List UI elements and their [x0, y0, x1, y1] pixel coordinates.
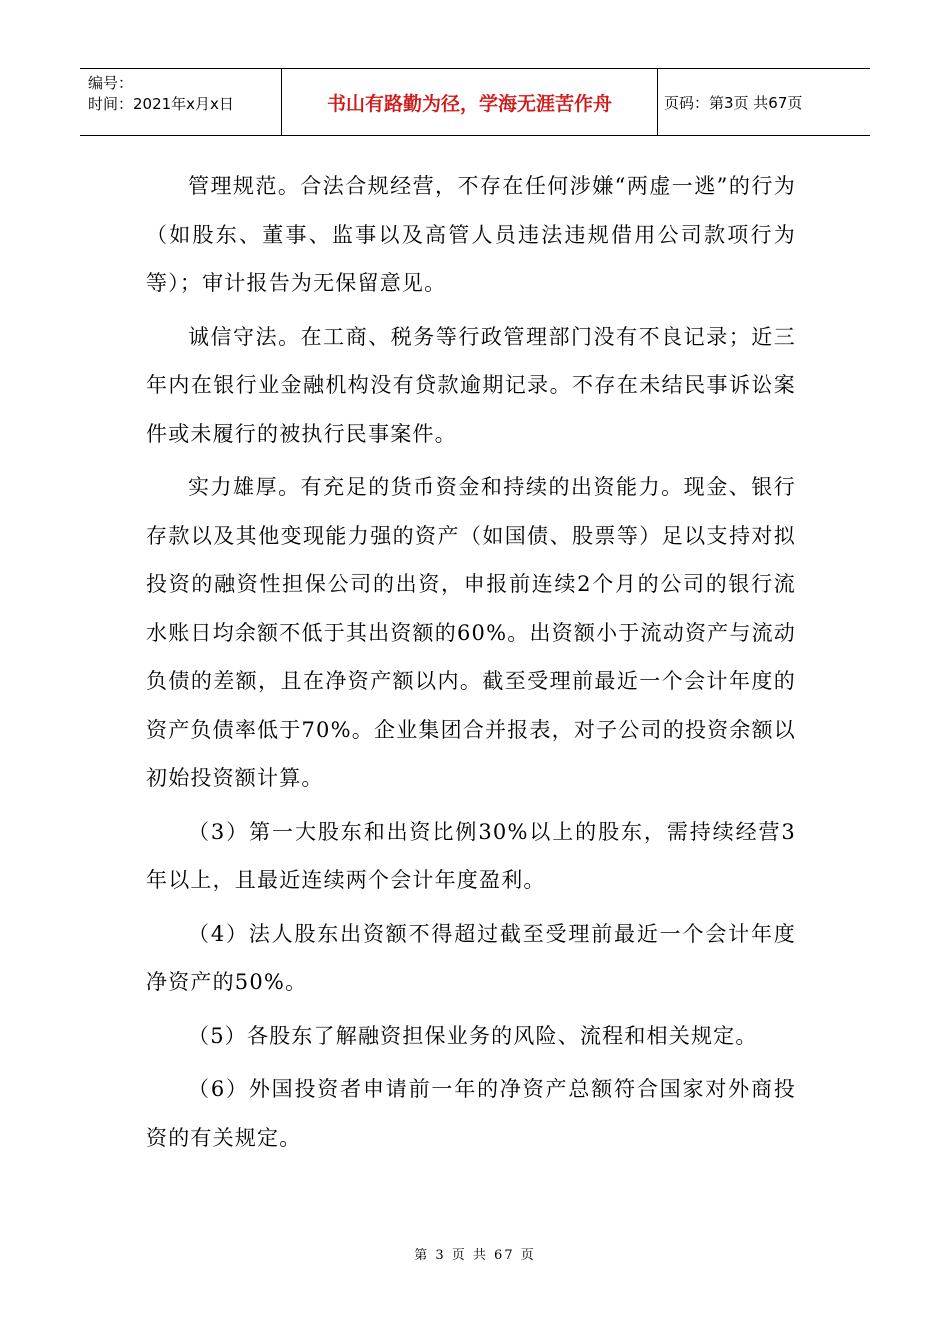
page-footer: 第 3 页 共 67 页 [414, 1248, 536, 1263]
paragraph-item-3: （3）第一大股东和出资比例30%以上的股东，需持续经营3年以上，且最近连续两个会计年度盈利。 [146, 819, 796, 892]
paragraph-strength: 实力雄厚。有充足的货币资金和持续的出资能力。现金、银行存款以及其他变现能力强的资产（如国债、股票等）足以支持对拟投资的融资性担保公司的出资，申报前连续2个月的公司的银行流水账日均余额不低于其出资额的60%。出资额小于流动资产与流动负债的差额，且在净资产额以内。截至受理前最近一个会计年度的资产负债率低于70%。企业集团合并报表，对子公司的投资余额以初始投资额计算。 [146, 475, 796, 790]
paragraph-item-6: （6）外国投资者申请前一年的净资产总额符合国家对外商投资的有关规定。 [146, 1077, 796, 1150]
document-number-label: 编号： [88, 74, 134, 92]
document-body [146, 162, 796, 1167]
page-header [80, 68, 870, 136]
paragraph-item-5: （5）各股东了解融资担保业务的风险、流程和相关规定。 [188, 1023, 758, 1048]
paragraph-item-4: （4）法人股东出资额不得超过截至受理前最近一个会计年度净资产的50%。 [146, 921, 796, 994]
header-meta [80, 69, 282, 135]
paragraph-integrity: 诚信守法。在工商、税务等行政管理部门没有不良记录；近三年内在银行业金融机构没有贷款逾期记录。不存在未结民事诉讼案件或未履行的被执行民事案件。 [146, 324, 796, 446]
header-page-code: 页码：第3页 共67页 [664, 93, 803, 112]
document-time-label: 时间：2021年x月x日 [88, 95, 234, 113]
header-motto: 书山有路勤为径，学海无涯苦作舟 [282, 69, 658, 135]
paragraph-management: 管理规范。合法合规经营，不存在任何涉嫌“两虚一逃”的行为（如股东、董事、监事以及高管人员违法违规借用公司款项行为等）；审计报告为无保留意见。 [146, 174, 796, 295]
